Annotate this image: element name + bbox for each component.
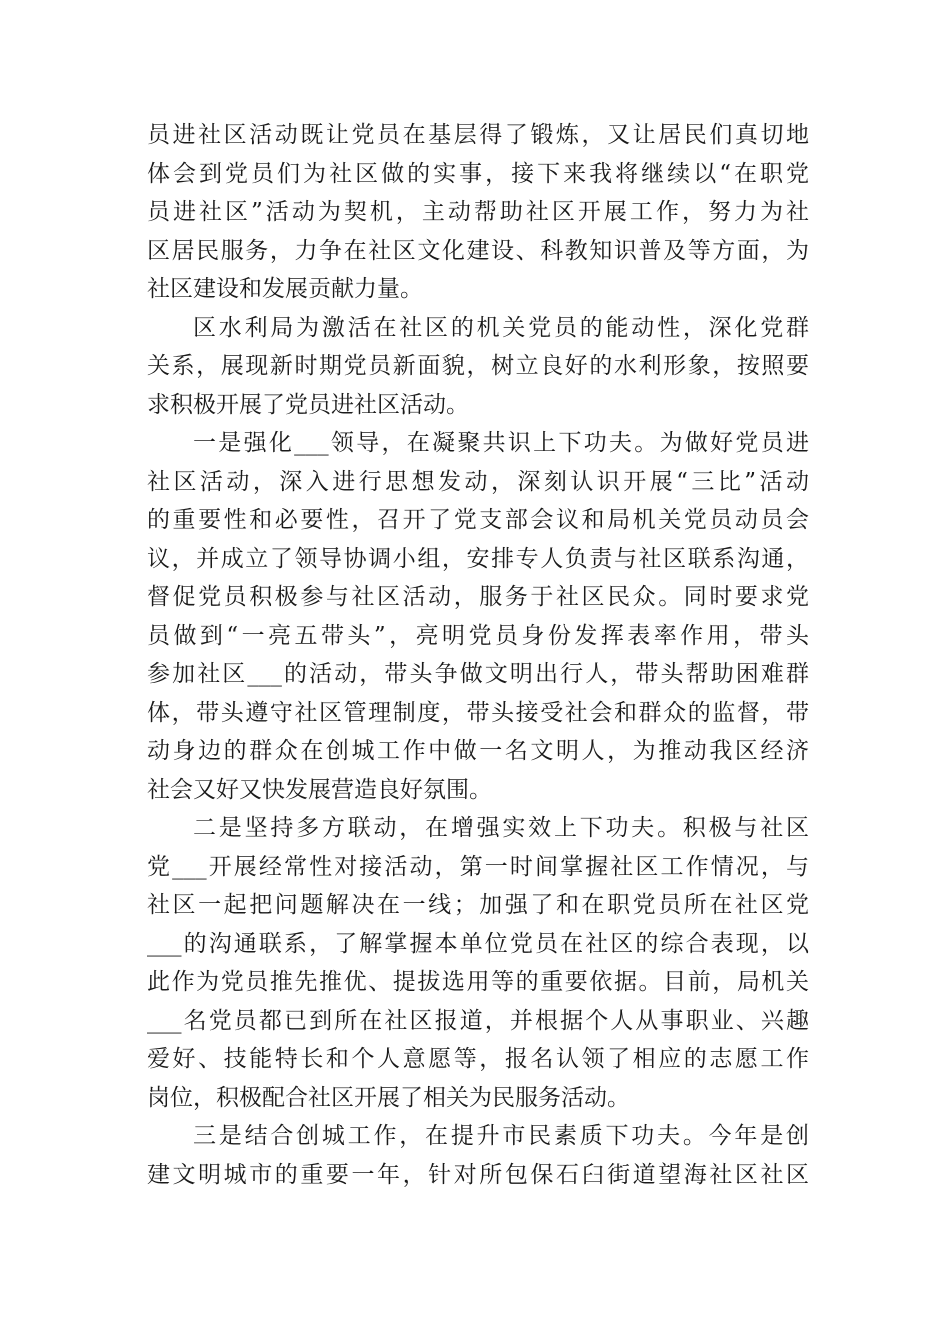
text-line: 建文明城市的重要一年，针对所包保石臼街道望海社区社区 <box>147 1161 809 1188</box>
text-line: 体会到党员们为社区做的实事，接下来我将继续以“在职党 <box>147 160 809 187</box>
text-line: 社会又好又快发展营造良好氛围。 <box>147 776 492 803</box>
document-body <box>147 116 809 1194</box>
text-line: ___名党员都已到所在社区报道，并根据个人从事职业、兴趣 <box>147 1007 809 1034</box>
text-line: 社区一起把问题解决在一线；加强了和在职党员所在社区党 <box>147 892 809 918</box>
text-line: 动身边的群众在创城工作中做一名文明人，为推动我区经济 <box>147 738 809 764</box>
text-line: ___的沟通联系，了解掌握本单位党员在社区的综合表现，以 <box>147 930 809 957</box>
text-line: 社区活动，深入进行思想发动，深刻认识开展“三比”活动 <box>147 468 809 495</box>
text-line: 体，带头遵守社区管理制度，带头接受社会和群众的监督，带 <box>147 699 809 726</box>
text-line: 岗位，积极配合社区开展了相关为民服务活动。 <box>147 1084 630 1111</box>
text-line: 督促党员积极参与社区活动，服务于社区民众。同时要求党 <box>147 584 809 610</box>
paragraph-first-line: 三是结合创城工作，在提升市民素质下功夫。今年是创 <box>193 1123 809 1149</box>
paragraph-first-line: 一是强化___领导，在凝聚共识上下功夫。为做好党员进 <box>193 430 809 456</box>
text-line: 关系，展现新时期党员新面貌，树立良好的水利形象，按照要 <box>147 353 809 379</box>
text-line: 参加社区___的活动，带头争做文明出行人，带头帮助困难群 <box>147 661 809 687</box>
paragraph-first-line: 区水利局为激活在社区的机关党员的能动性，深化党群 <box>193 314 809 341</box>
text-line: 员做到“一亮五带头”，亮明党员身份发挥表率作用，带头 <box>147 622 809 649</box>
text-line: 此作为党员推先推优、提拔选用等的重要依据。目前，局机关 <box>147 969 809 995</box>
text-line: 求积极开展了党员进社区活动。 <box>147 391 469 418</box>
text-line: 议，并成立了领导协调小组，安排专人负责与社区联系沟通， <box>147 545 809 572</box>
paragraph-first-line: 二是坚持多方联动，在增强实效上下功夫。积极与社区 <box>193 815 809 841</box>
text-line: 区居民服务，力争在社区文化建设、科教知识普及等方面，为 <box>147 237 809 264</box>
text-line: 爱好、技能特长和个人意愿等，报名认领了相应的志愿工作 <box>147 1046 809 1072</box>
text-line: 党___开展经常性对接活动，第一时间掌握社区工作情况，与 <box>147 853 809 880</box>
text-line: 社区建设和发展贡献力量。 <box>147 276 423 302</box>
text-line: 的重要性和必要性，召开了党支部会议和局机关党员动员会 <box>147 507 809 533</box>
text-line: 员进社区活动既让党员在基层得了锻炼，又让居民们真切地 <box>147 122 809 148</box>
text-line: 员进社区”活动为契机，主动帮助社区开展工作，努力为社 <box>147 199 809 225</box>
